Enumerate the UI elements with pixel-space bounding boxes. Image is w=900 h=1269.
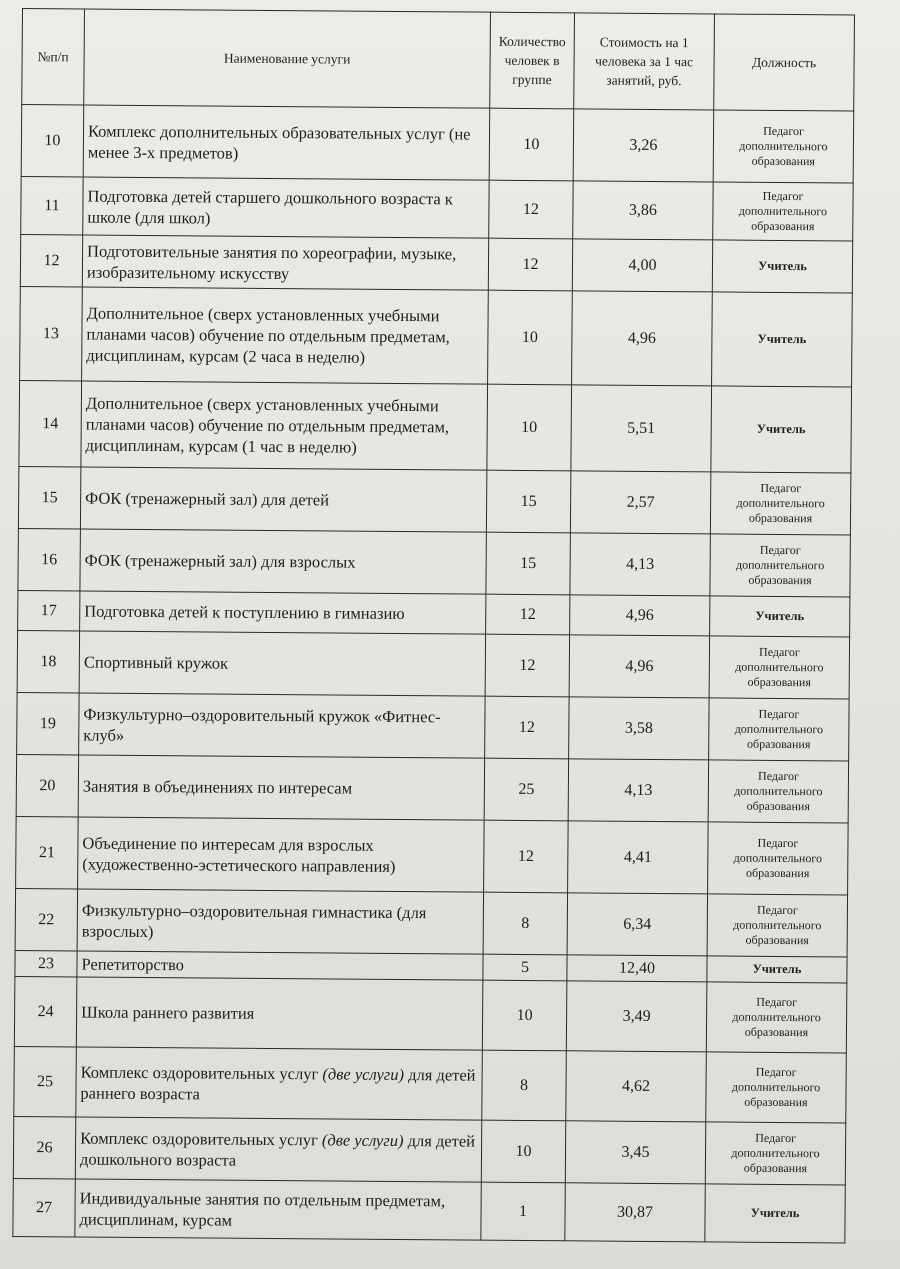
position-line: дополнительного [733, 850, 823, 866]
service-name: Дополнительное (сверх установленных учебными планами часов) обучение по отдельным предметам, дисциплинам, курсам (1 час в неделю) [81, 381, 488, 470]
position-line: образования [745, 932, 809, 948]
table-row [13, 1178, 845, 1243]
position [713, 110, 854, 183]
row-number: 14 [19, 380, 82, 466]
position-line: дополнительного [734, 721, 824, 737]
position-line: дополнительного [731, 1145, 820, 1161]
position [711, 386, 852, 473]
position-line: образования [748, 572, 812, 588]
service-name: Физкультурно–оздоровительный кружок «Фитнес- клуб» [79, 693, 485, 758]
group-size: 12 [489, 180, 573, 239]
position-line: образования [746, 865, 810, 881]
position-line: Педагог [755, 1064, 797, 1080]
cost-per-hour: 30,87 [565, 1183, 705, 1242]
position-line: Педагог [762, 188, 804, 204]
row-number: 22 [15, 888, 77, 950]
table-row [16, 754, 848, 823]
position-line: Педагог [756, 994, 798, 1010]
row-number: 23 [15, 950, 77, 976]
service-name: Объединение по интересам для взрослых (художественно-эстетического направления) [78, 817, 485, 892]
position-line: Педагог [757, 835, 799, 851]
service-name-note: (две услуги) [321, 1129, 404, 1150]
position-line: Учитель [752, 961, 802, 977]
row-number: 24 [14, 976, 77, 1046]
row-number: 12 [20, 234, 82, 286]
position [707, 956, 847, 983]
cost-per-hour: 4,96 [572, 291, 713, 386]
cost-per-hour: 4,62 [566, 1051, 707, 1122]
row-number: 10 [21, 105, 84, 177]
group-size: 15 [486, 470, 570, 533]
service-name: Занятия в объединениях по интересам [78, 755, 484, 820]
position [705, 1184, 845, 1243]
table-row [15, 888, 847, 957]
table-row [20, 234, 852, 293]
service-name: ФОК (тренажерный зал) для детей [80, 467, 486, 532]
service-name-part: для детей дошкольного возраста [79, 1130, 476, 1170]
group-size: 12 [486, 594, 570, 635]
row-number: 11 [21, 176, 83, 234]
group-size: 8 [482, 1050, 567, 1121]
table-row [20, 286, 853, 387]
position-line: Педагог [756, 902, 798, 918]
service-name: Спортивный кружок [79, 631, 485, 696]
position [713, 182, 853, 241]
cost-per-hour: 2,57 [570, 471, 710, 534]
position [706, 1052, 847, 1123]
position-line: Учитель [755, 608, 805, 624]
service-name-part: для детей раннего возраста [80, 1064, 476, 1103]
cost-per-hour: 5,51 [571, 385, 712, 472]
table-row [16, 816, 849, 895]
group-size: 8 [483, 892, 567, 955]
group-size: 10 [487, 384, 572, 471]
group-size: 12 [484, 820, 569, 893]
position-line: дополнительного [738, 203, 828, 219]
position-line: образования [748, 510, 813, 526]
service-name: ФОК (тренажерный зал) для взрослых [80, 529, 486, 594]
row-number: 15 [18, 466, 80, 528]
position-line: образования [743, 1160, 808, 1176]
row-number: 19 [17, 692, 79, 754]
position-line: Педагог [763, 123, 805, 139]
group-size: 12 [485, 696, 569, 759]
header-position: Должность [714, 14, 855, 111]
group-size: 12 [488, 238, 572, 291]
position-line: дополнительного [733, 917, 822, 933]
table-row [21, 105, 854, 184]
position-line: Педагог [759, 542, 801, 558]
header-service-name: Наименование услуги [84, 9, 491, 108]
service-name: Физкультурно–оздоровительная гимнастика (для взрослых) [77, 889, 483, 954]
table-body [13, 105, 854, 1243]
cost-per-hour: 3,49 [566, 981, 707, 1052]
cost-per-hour: 4,41 [568, 821, 709, 894]
position-line: Педагог [759, 644, 800, 660]
position-line: образования [746, 798, 810, 814]
service-name-part: Комплекс оздоровительных услуг [80, 1061, 323, 1083]
cost-per-hour: 6,34 [567, 893, 707, 956]
position-line: Педагог [760, 480, 802, 496]
cost-per-hour: 3,26 [573, 109, 714, 182]
position-line: Педагог [758, 768, 799, 784]
cost-per-hour: 12,40 [567, 955, 707, 982]
header-number: №п/п [22, 9, 85, 105]
table-row [14, 976, 847, 1053]
row-number: 17 [18, 590, 80, 630]
position-line: образования [747, 736, 811, 752]
table-row [21, 176, 853, 241]
position-line: дополнительного [734, 783, 823, 799]
position [708, 822, 849, 895]
service-name-part: Комплекс оздоровительных услуг [80, 1127, 322, 1149]
position-line: Учитель [750, 1205, 800, 1221]
position-line: образования [751, 153, 816, 169]
table-row [18, 590, 850, 637]
table-row [17, 630, 849, 699]
position-line: дополнительного [739, 138, 828, 154]
position [710, 596, 850, 637]
group-size: 10 [489, 108, 574, 181]
position-line: Педагог [755, 1130, 797, 1146]
position-line: дополнительного [731, 1079, 821, 1095]
position [710, 534, 850, 597]
row-number: 16 [18, 528, 80, 590]
position-line: дополнительного [735, 659, 824, 675]
table-row [18, 528, 850, 597]
position [709, 698, 849, 761]
position-line: образования [744, 1024, 809, 1040]
group-size: 25 [484, 758, 568, 821]
cost-per-hour: 4,13 [570, 533, 710, 596]
service-name: Подготовительные занятия по хореографии, музыке, изобразительному искусству [82, 235, 488, 290]
cost-per-hour: 4,13 [568, 759, 708, 822]
group-size: 12 [485, 634, 569, 697]
row-number: 26 [13, 1116, 75, 1178]
row-number: 27 [13, 1178, 75, 1236]
service-name-note: (две услуги) [322, 1063, 405, 1084]
row-number: 18 [17, 630, 79, 692]
cost-per-hour: 4,96 [570, 595, 710, 636]
position-line: образования [747, 674, 811, 690]
service-name [76, 1047, 483, 1120]
position [710, 472, 850, 535]
position-line: дополнительного [732, 1009, 821, 1025]
cost-per-hour: 3,45 [565, 1121, 705, 1184]
cost-per-hour: 3,58 [569, 697, 709, 760]
group-size: 10 [482, 980, 567, 1051]
service-name: Репетиторство [77, 951, 483, 980]
group-size: 10 [488, 290, 573, 385]
cost-per-hour: 3,86 [573, 181, 713, 240]
table-row [14, 1046, 847, 1123]
position-line: Педагог [758, 706, 800, 722]
table-row [17, 692, 849, 761]
table-row [19, 380, 852, 473]
row-number: 21 [16, 816, 79, 888]
position [705, 1122, 845, 1185]
position-line: Учитель [757, 331, 807, 347]
position-line: дополнительного [736, 495, 825, 511]
service-name: Индивидуальные занятия по отдельным предметам, дисциплинам, курсам [75, 1179, 481, 1240]
position [707, 894, 847, 957]
row-number: 13 [20, 286, 83, 380]
table-row [13, 1116, 845, 1185]
group-size: 15 [486, 532, 570, 595]
service-name: Дополнительное (сверх установленных учебными планами часов) обучение по отдельным предметам, дисциплинам, курсам (2 часа в неделю) [82, 287, 489, 384]
row-number: 25 [14, 1046, 77, 1116]
position-line: образования [744, 1094, 808, 1110]
position-line: образования [751, 218, 815, 234]
group-size: 5 [483, 954, 567, 981]
header-cost-per-hour: Стоимость на 1 человека за 1 час занятий, руб. [574, 13, 715, 110]
service-name: Подготовка детей старшего дошкольного возраста к школе (для школ) [83, 177, 489, 238]
group-size: 1 [481, 1182, 565, 1241]
group-size: 10 [481, 1120, 565, 1183]
position-line: Учитель [758, 258, 807, 274]
service-name: Школа раннего развития [76, 977, 483, 1050]
position [712, 240, 852, 293]
position [708, 760, 848, 823]
cost-per-hour: 4,00 [572, 239, 712, 292]
position-line: Учитель [756, 421, 806, 437]
services-price-table [12, 8, 855, 1244]
position-line: дополнительного [735, 557, 825, 573]
cost-per-hour: 4,96 [569, 635, 709, 698]
service-name: Комплекс дополнительных образовательных услуг (не менее 3-х предметов) [83, 105, 490, 180]
header-group-size: Количество человек в группе [490, 12, 575, 109]
table-header-row [22, 9, 855, 112]
position [709, 636, 849, 699]
position [712, 292, 853, 387]
service-name [75, 1117, 481, 1182]
service-name: Подготовка детей к поступлению в гимназию [80, 591, 486, 634]
row-number: 20 [16, 754, 78, 816]
position [706, 982, 847, 1053]
table-row [18, 466, 850, 535]
